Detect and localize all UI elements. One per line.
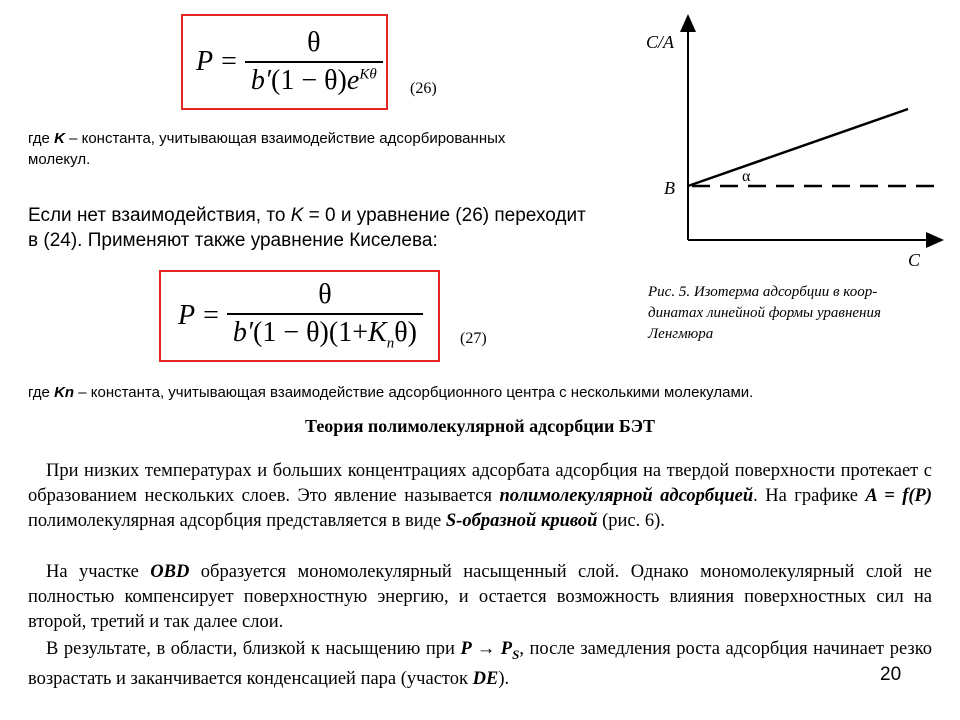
caption-line1: Рис. 5. Изотерма адсорбции в коор- [648, 284, 878, 300]
formula-26 [196, 22, 383, 102]
formula-27-paren: (1 − θ)(1+ [253, 317, 368, 349]
angle-label: α [742, 168, 751, 185]
caption-line3: Ленгмюра [648, 326, 714, 342]
para1-text1: При низких температурах и больших концентрациях адсорбата адсорбция на твердой поверхности протекает с образованием нескольких слоев. Это явление называется [28, 461, 932, 506]
para2-text2: образуется мономолекулярный насыщенный слой. Однако мономолекулярный слой не полностью компенсирует поверхностную энергию, и остается возможность влияния поверхностных сил на второй, третий и так далее слои. [28, 562, 932, 632]
no-interaction-line2: в (24). Применяют также уравнение Киселева: [28, 230, 438, 251]
para3-text3: ). [498, 668, 510, 689]
note-k-prefix: где [28, 130, 55, 147]
note-k-text1: – константа, учитывающая взаимодействие адсорбированных [64, 130, 506, 147]
formula-26-b: b′ [250, 65, 272, 96]
caption-line2: динатах линейной формы уравнения [648, 305, 881, 321]
para3-text1: В результате, в области, близкой к насыщению при [46, 639, 461, 659]
para1-text2: . На графике [753, 486, 866, 506]
formula-27-denominator [227, 313, 423, 353]
y-axis-label: C/A [646, 32, 675, 52]
no-interaction-line1-b: = 0 и уравнение (26) переходит [303, 205, 586, 226]
formula-26-paren: (1 − θ) [271, 65, 347, 96]
intercept-label: B [664, 178, 675, 198]
formula-26-exp: Kθ [359, 66, 377, 83]
formula-26-numerator: θ [307, 27, 321, 58]
note-kn-prefix: где [28, 384, 55, 401]
note-k-symbol: K [54, 130, 65, 147]
para1-text4: (рис. 6). [597, 511, 665, 531]
formula-26-eq: = [221, 46, 237, 77]
formula-27-numerator: θ [318, 279, 332, 311]
formula-26-fraction [245, 27, 383, 97]
formula-27-lhs: P [178, 300, 196, 331]
formula-27-b: b′ [232, 317, 254, 349]
note-k-text2: молекул. [28, 151, 91, 168]
formula-27-sub: n [386, 335, 395, 352]
para3-ps-sub: S [512, 646, 520, 662]
formula-26-number: (26) [410, 80, 437, 97]
formula-27-number: (27) [460, 330, 487, 347]
para3-p: P → P [460, 639, 513, 659]
langmuir-graph [640, 8, 950, 278]
note-kn [28, 382, 928, 403]
para3-text2: , после замедления роста адсорбция начинает резко возрастать и заканчивается конденсацией пара (участок [28, 639, 932, 689]
formula-26-e: e [346, 65, 360, 96]
formula-27 [178, 276, 423, 356]
paragraph-1 [28, 459, 932, 534]
no-interaction-line1-a: Если нет взаимодействия, то [28, 205, 291, 226]
paragraph-3 [28, 637, 932, 692]
figure-caption [648, 282, 948, 345]
para3-de: DE [472, 668, 499, 689]
para1-formula: A = f(P) [865, 486, 932, 506]
section-heading: Теория полимолекулярной адсорбции БЭТ [305, 416, 655, 436]
paragraph-2 [28, 560, 932, 635]
formula-26-denominator [245, 61, 383, 97]
page-number: 20 [880, 664, 902, 685]
para2-text1: На участке [46, 562, 151, 582]
x-axis-label: C [908, 250, 921, 270]
para1-term2: S-образной кривой [445, 511, 598, 531]
formula-27-end: θ) [394, 317, 417, 349]
para2-obd: OBD [150, 562, 190, 582]
formula-27-k: K [368, 317, 387, 349]
no-interaction-k: K [290, 205, 304, 226]
isotherm-line [688, 109, 908, 186]
note-kn-symbol: Kn [54, 384, 75, 401]
no-interaction-text [28, 203, 628, 253]
note-k [28, 128, 608, 170]
formula-27-fraction [227, 279, 423, 353]
para1-text3: полимолекулярная адсорбция представляется в виде [28, 511, 446, 531]
formula-26-lhs: P [196, 46, 214, 77]
para1-term: полимолекулярной адсорбцией [499, 486, 754, 506]
note-kn-text: – константа, учитывающая взаимодействие адсорбционного центра с несколькими молекулами. [74, 384, 754, 401]
formula-27-eq: = [203, 300, 219, 331]
